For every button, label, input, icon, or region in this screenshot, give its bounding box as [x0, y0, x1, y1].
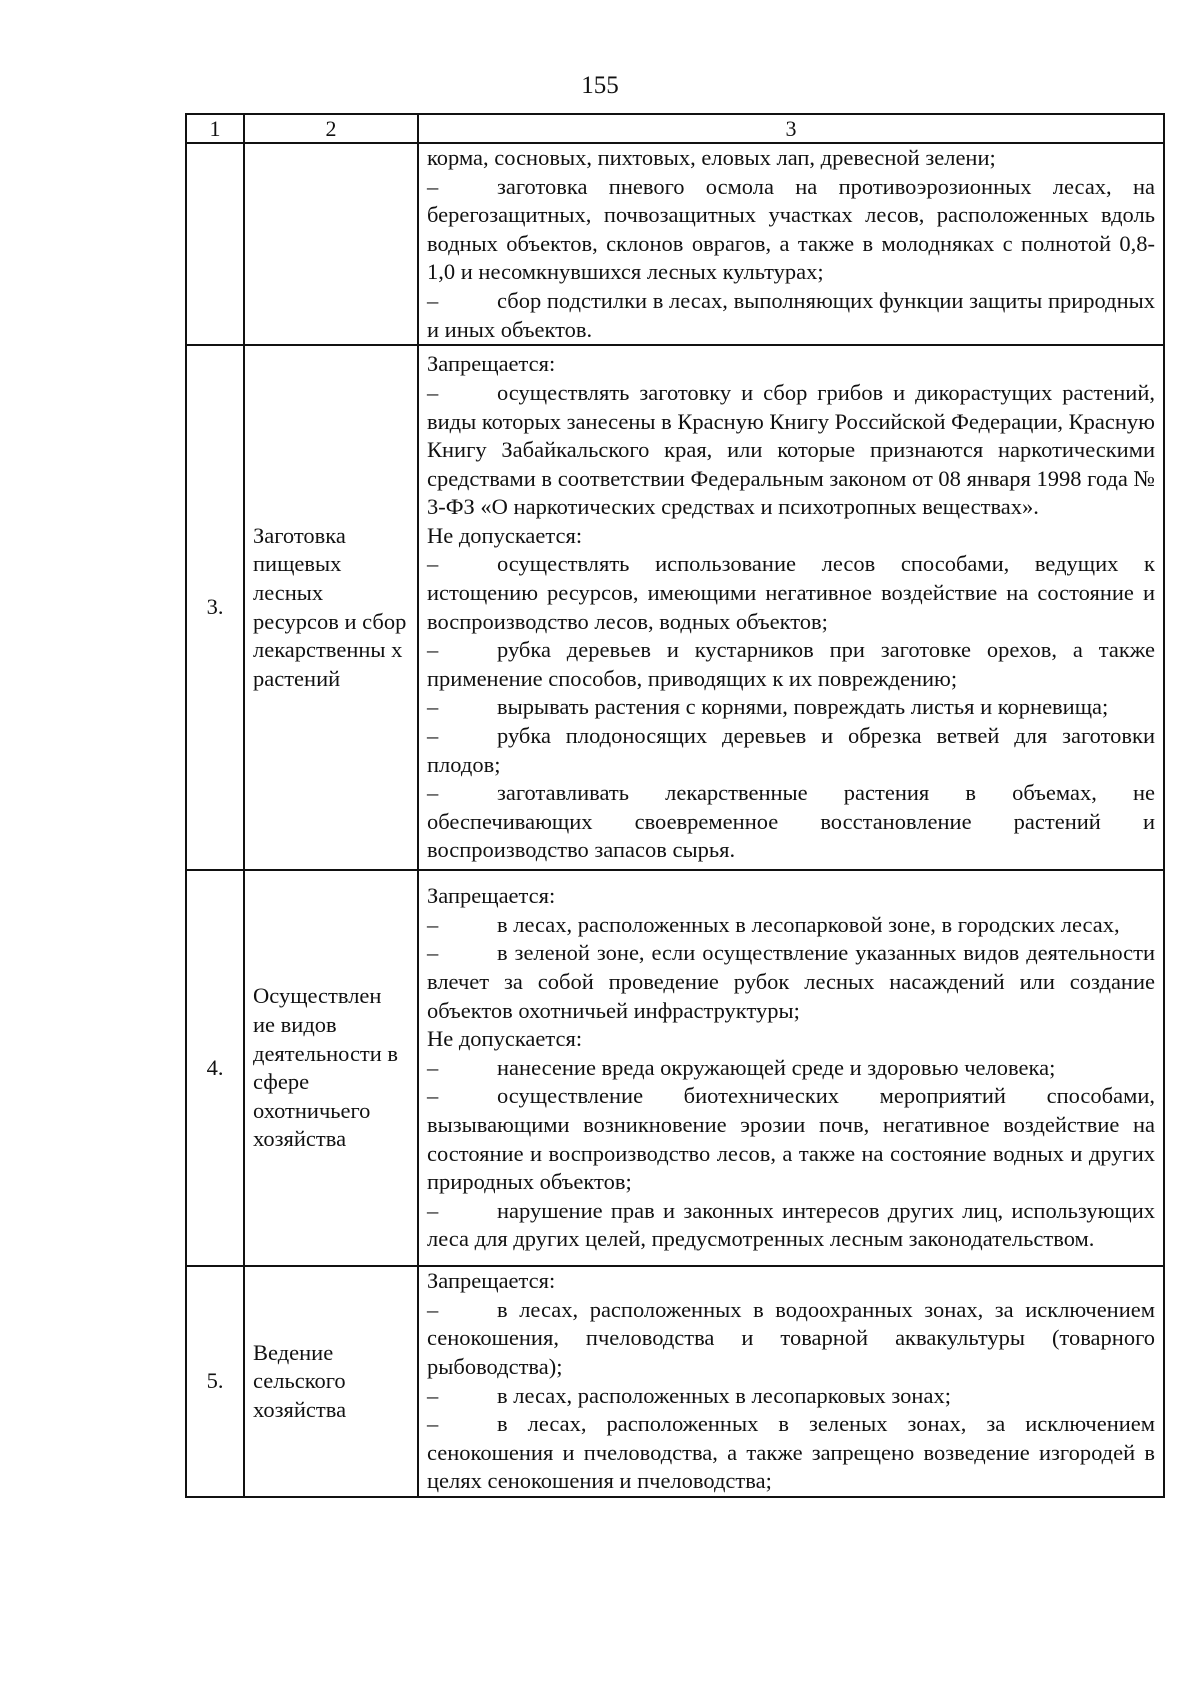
restriction-text: в лесах, расположенных в водоохранных зонах, за исключением сенокошения, пчеловодства и товарной аквакультуры (товарного рыбоводства); [427, 1296, 1155, 1379]
dash-marker: – [427, 637, 439, 663]
restriction-text: в зеленой зоне, если осуществление указанных видов деятельности влечет за собой проведение рубок лесных насаждений или создание объектов охотничьей инфраструктуры; [427, 940, 1155, 1023]
continued-text: корма, сосновых, пихтовых, еловых лап, древесной зелени; [427, 145, 996, 170]
dash-marker: – [427, 911, 439, 937]
dash-marker: – [427, 1083, 439, 1109]
dash-marker: – [427, 1411, 439, 1437]
restriction-text: в лесах, расположенных в лесопарковой зоне, в городских лесах, [497, 911, 1120, 937]
dash-marker: – [427, 1382, 439, 1408]
restrictions-cell [418, 870, 1164, 1266]
restriction-item [427, 939, 1155, 1025]
restriction-item [427, 1082, 1155, 1196]
restriction-item [427, 1382, 1155, 1411]
restriction-text: в лесах, расположенных в лесопарковых зонах; [497, 1382, 951, 1408]
table-row [186, 345, 1164, 870]
restriction-item [427, 1410, 1155, 1496]
restriction-heading: Запрещается: [427, 1268, 556, 1294]
restriction-text: сбор подстилки в лесах, выполняющих функции защиты природных и иных объектов. [427, 287, 1155, 342]
restriction-heading: Не допускается: [427, 1026, 583, 1052]
dash-marker: – [427, 173, 439, 199]
dash-marker: – [427, 780, 439, 806]
table-row [186, 143, 1164, 345]
dash-marker: – [427, 287, 439, 313]
restriction-text: вырывать растения с корнями, повреждать листья и корневища; [497, 694, 1109, 720]
dash-marker: – [427, 694, 439, 720]
dash-marker: – [427, 1296, 439, 1322]
dash-marker: – [427, 1054, 439, 1080]
restrictions-cell [418, 345, 1164, 870]
restriction-heading: Запрещается: [427, 351, 556, 377]
dash-marker: – [427, 379, 439, 405]
restriction-text: заготавливать лекарственные растения в объемах, не обеспечивающих своевременное восстановление растений и воспроизводство запасов сырья. [427, 780, 1155, 863]
restriction-text: рубка плодоносящих деревьев и обрезка ветвей для заготовки плодов; [427, 723, 1155, 777]
restrictions-cell [418, 143, 1164, 345]
dash-marker: – [427, 940, 439, 966]
activity-name: Заготовка пищевых лесных ресурсов и сбор лекарственны х растений [244, 345, 418, 870]
column-header-1: 1 [186, 114, 244, 143]
row-number [186, 143, 244, 345]
activity-name [244, 143, 418, 345]
restriction-item [427, 911, 1155, 940]
dash-marker: – [427, 551, 439, 577]
restriction-item [427, 379, 1155, 522]
column-header-3: 3 [418, 114, 1164, 143]
dash-marker: – [427, 723, 439, 749]
restriction-text: рубка деревьев и кустарников при заготовке орехов, а также применение способов, приводящих к их повреждению; [427, 637, 1155, 691]
restriction-heading: Запрещается: [427, 883, 556, 909]
row-number: 5. [186, 1266, 244, 1497]
restriction-text: осуществление биотехнических мероприятий способами, вызывающими возникновение эрозии почв, негативное воздействие на состояние и воспроизводство лесов, а также на состояние водных и других природных объектов; [427, 1083, 1155, 1195]
restriction-text: в лесах, расположенных в зеленых зонах, за исключением сенокошения и пчеловодства, а также запрещено возведение изгородей в целях сенокошения и пчеловодства; [427, 1411, 1155, 1494]
restriction-text: осуществлять использование лесов способами, ведущих к истощению ресурсов, имеющими негативное воздействие на состояние и воспроизводство лесов, водных объектов; [427, 551, 1155, 634]
restriction-item [427, 173, 1155, 287]
table-header-row [186, 114, 1164, 143]
restriction-item [427, 779, 1155, 865]
activity-name: Осуществлен ие видов деятельности в сфере охотничьего хозяйства [244, 870, 418, 1266]
restriction-heading: Не допускается: [427, 522, 583, 548]
restriction-item [427, 693, 1155, 722]
activity-name: Ведение сельского хозяйства [244, 1266, 418, 1497]
restriction-item [427, 636, 1155, 693]
restrictions-cell [418, 1266, 1164, 1497]
restriction-text: нарушение прав и законных интересов других лиц, использующих леса для других целей, предусмотренных лесным законодательством. [427, 1197, 1155, 1252]
restriction-item [427, 1197, 1155, 1254]
restriction-item [427, 1054, 1155, 1083]
restriction-text: осуществлять заготовку и сбор грибов и дикорастущих растений, виды которых занесены в Красную Книгу Российской Федерации, Красную Книгу Забайкальского края, или которые признаются наркотическими средствами в соответствии Федеральным законом от 08 января 1998 года № 3-ФЗ «О наркотических средствах и психотропных веществах». [427, 379, 1155, 520]
row-number: 4. [186, 870, 244, 1266]
restriction-text: нанесение вреда окружающей среде и здоровью человека; [497, 1054, 1056, 1080]
restriction-item [427, 1296, 1155, 1382]
row-number: 3. [186, 345, 244, 870]
table-row [186, 1266, 1164, 1497]
table-row [186, 870, 1164, 1266]
page-number: 155 [581, 72, 619, 99]
restriction-text: заготовка пневого осмола на противоэрозионных лесах, на берегозащитных, почвозащитных участках лесов, расположенных вдоль водных объектов, склонов оврагов, а также в молодняках с полнотой 0,8-1,0 и несомкнувшихся лесных культурах; [427, 173, 1155, 285]
restriction-item [427, 287, 1155, 344]
restriction-item [427, 550, 1155, 636]
dash-marker: – [427, 1197, 439, 1223]
restriction-item [427, 722, 1155, 779]
column-header-2: 2 [244, 114, 418, 143]
regulations-table [185, 113, 1165, 1498]
